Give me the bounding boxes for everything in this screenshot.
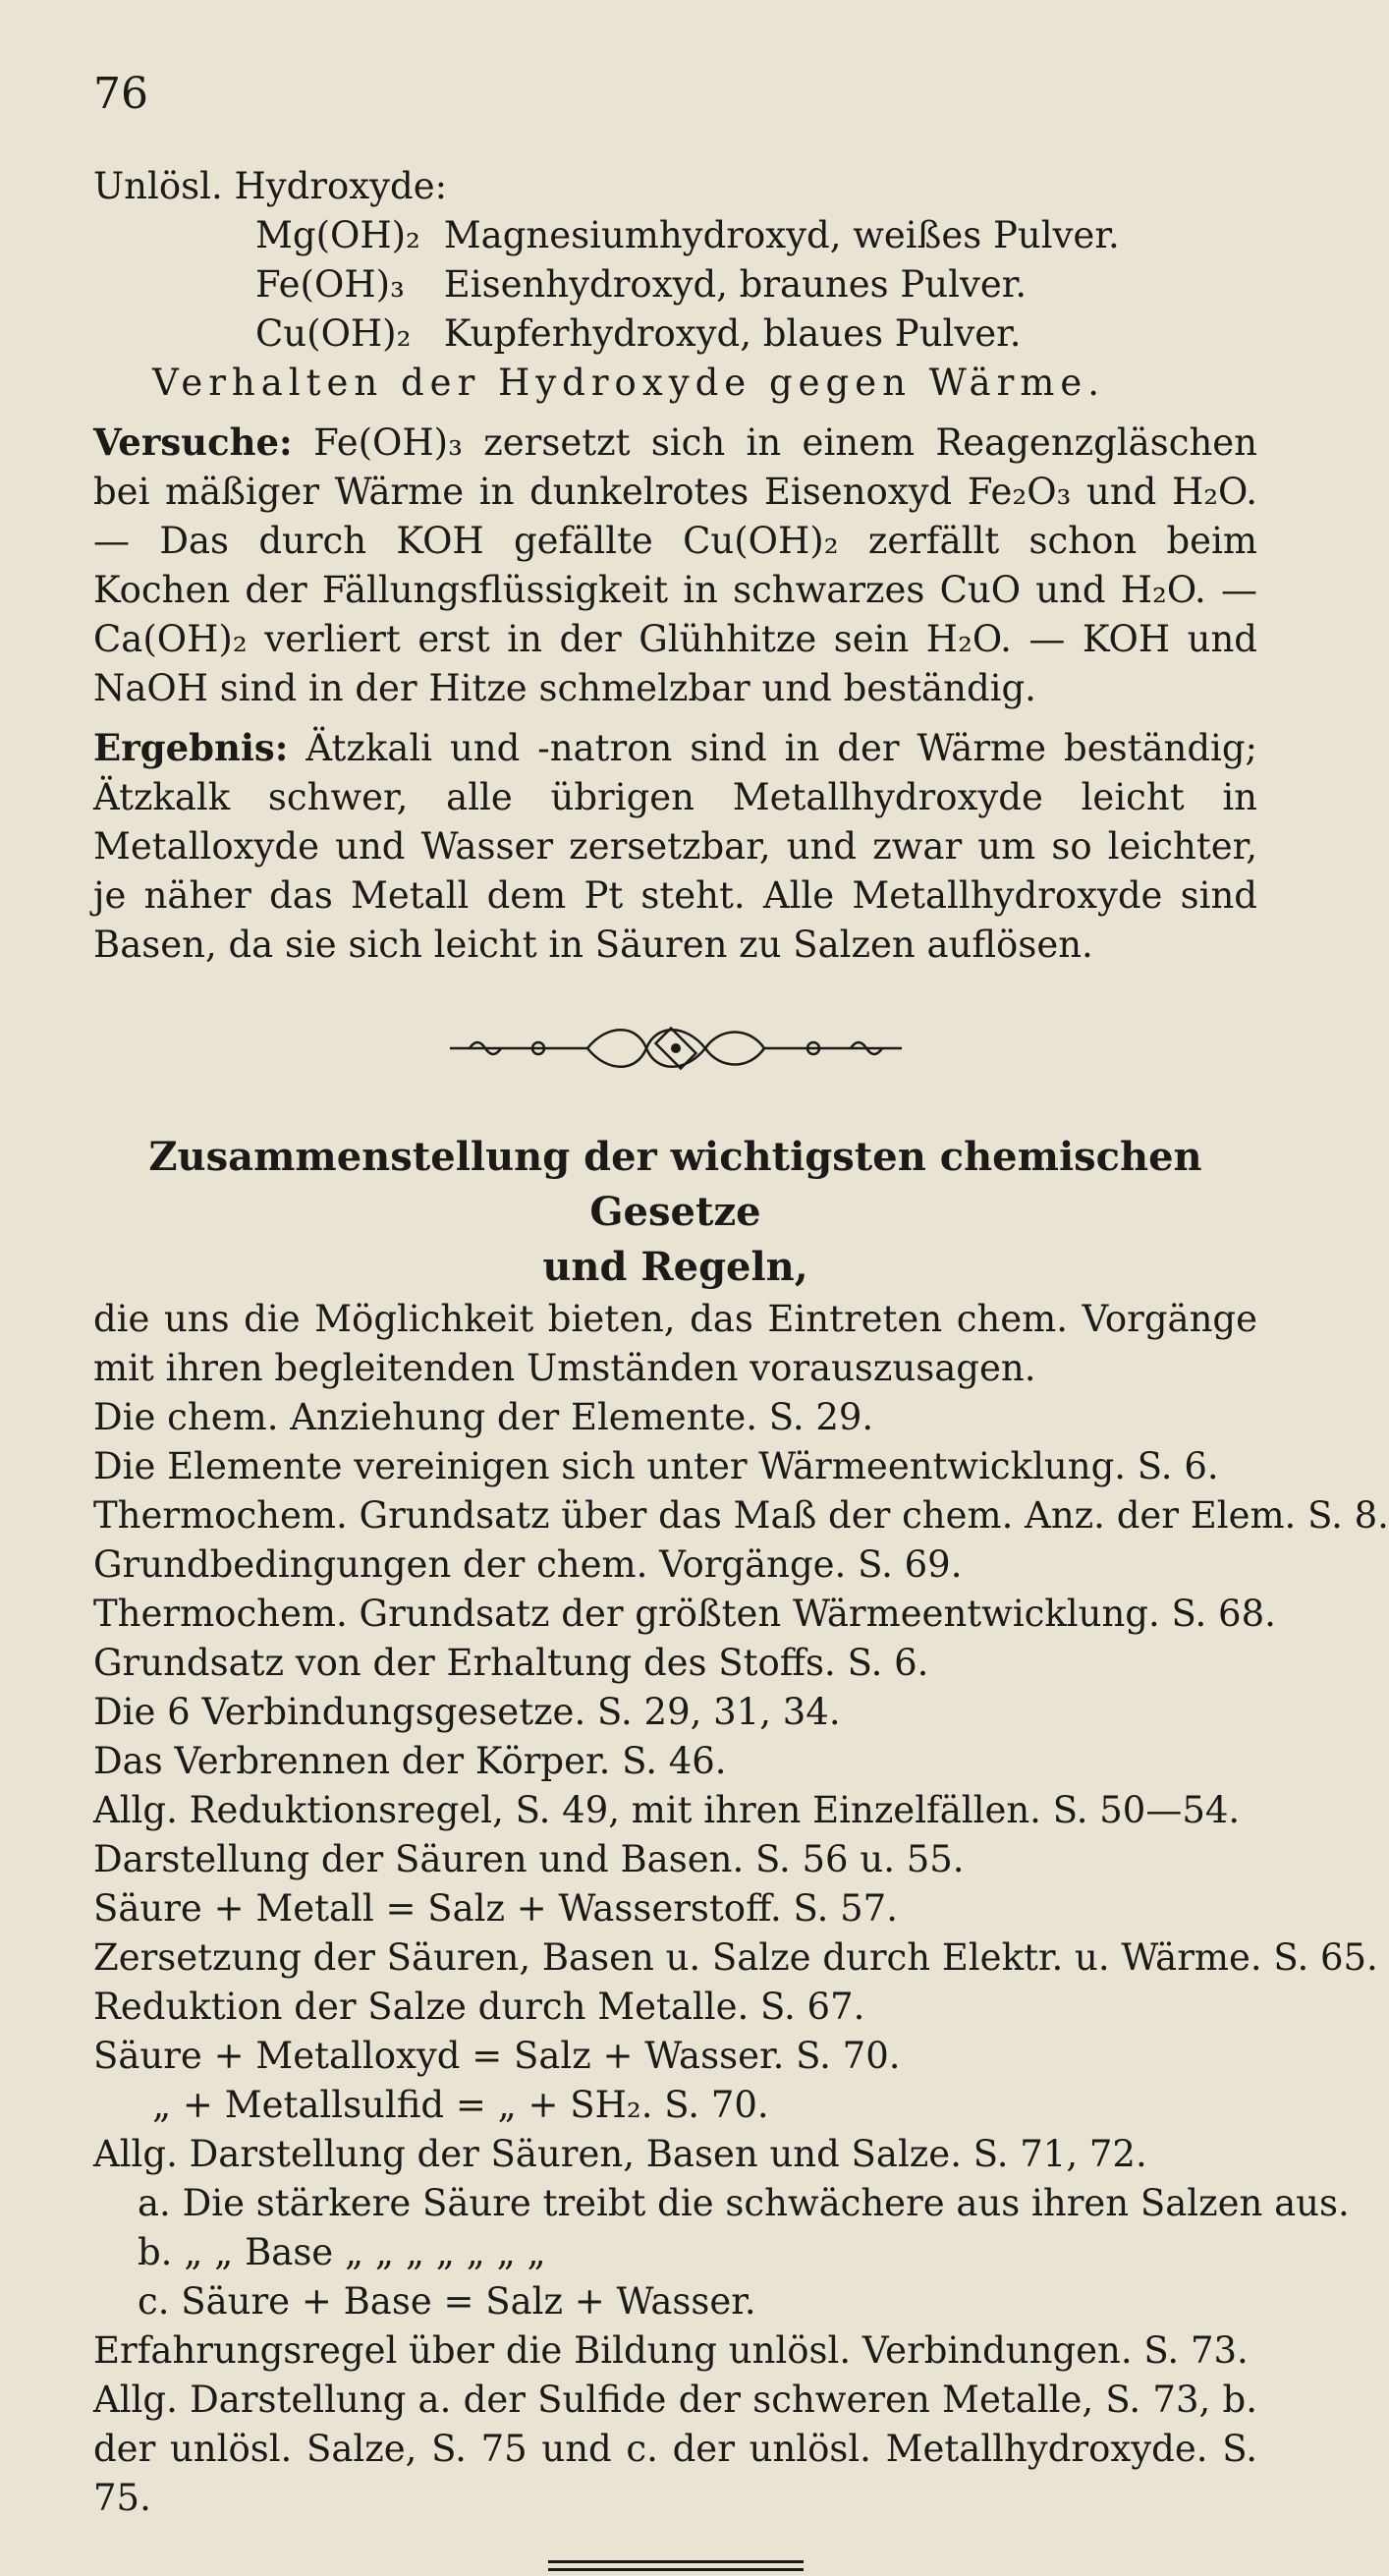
hydroxide-item (93, 211, 1257, 260)
ergebnis-text: Ätzkali und -natron sind in der Wärme beständig; Ätzkalk schwer, alle übrigen Metallhydroxyde leicht in Metalloxyde und Wasser zersetzbar, und zwar um so leichter, je näher das Metall dem Pt steht. Alle Metallhydroxyde sind Basen, da sie sich leicht in Säuren zu Salzen auflösen. (93, 727, 1258, 966)
closing-double-rule (548, 2560, 804, 2571)
summary-line: Die chem. Anziehung der Elemente. S. 29. (93, 1396, 874, 1438)
summary-intro: die uns die Möglichkeit bieten, das Eintreten chem. Vorgänge mit ihren begleitenden Umständen vorauszusagen. (93, 1298, 1257, 1389)
hydroxide-description: Eisenhydroxyd, braunes Pulver. (443, 263, 1028, 306)
hydroxide-formula: Cu(OH)₂ (255, 312, 412, 355)
summary-line: Zersetzung der Säuren, Basen u. Salze durch Elektr. u. Wärme. S. 65. (93, 1936, 1378, 1979)
versuche-text: Fe(OH)₃ zersetzt sich in einem Reagenzgläschen bei mäßiger Wärme in dunkelrotes Eisenoxyd Fe₂O₃ und H₂O. — Das durch KOH gefällte Cu(OH)₂ zerfällt schon beim Kochen der Fällungsflüssigkeit in schwarzes CuO und H₂O. — Ca(OH)₂ verliert erst in der Glühhitze sein H₂O. — KOH und NaOH sind in der Hitze schmelzbar und beständig. (93, 421, 1257, 709)
summary-heading (93, 1130, 1257, 1295)
summary-line: a. Die stärkere Säure treibt die schwächere aus ihren Salzen aus. (138, 2182, 1350, 2224)
hydroxide-description: Magnesiumhydroxyd, weißes Pulver. (443, 214, 1120, 256)
summary-line: Thermochem. Grundsatz über das Maß der chem. Anz. der Elem. S. 8. (93, 1494, 1389, 1537)
summary-line: „ + Metallsulfid = „ + SH₂. S. 70. (152, 2084, 769, 2126)
versuche-label: Versuche: (93, 420, 293, 464)
hydroxide-description: Kupferhydroxyd, blaues Pulver. (443, 312, 1022, 355)
summary-line: Das Verbrennen der Körper. S. 46. (93, 1740, 727, 1782)
hydroxide-item (93, 309, 1257, 359)
summary-line: c. Säure + Base = Salz + Wasser. (138, 2280, 756, 2323)
summary-heading-line2: und Regeln, (542, 1244, 808, 1290)
summary-line: Reduktion der Salze durch Metalle. S. 67. (93, 1986, 865, 2028)
summary-line: Allg. Darstellung a. der Sulfide der schweren Metalle, S. 73, b. der unlösl. Salze, S. 75 und c. der unlösl. Metallhydroxyde. S. 75. (93, 2379, 1257, 2519)
summary-heading-line1: Zusammenstellung der wichtigsten chemischen Gesetze (148, 1134, 1202, 1235)
summary-line: Die Elemente vereinigen sich unter Wärmeentwicklung. S. 6. (93, 1445, 1219, 1487)
ornament-divider (93, 1024, 1257, 1086)
ergebnis-label: Ergebnis: (93, 726, 289, 769)
summary-line: Darstellung der Säuren und Basen. S. 56 u. 55. (93, 1838, 965, 1880)
hydroxide-item (93, 260, 1257, 309)
ornament-icon (440, 1024, 912, 1073)
hydroxide-formula: Fe(OH)₃ (255, 263, 405, 306)
summary-line: Erfahrungsregel über die Bildung unlösl. Verbindungen. S. 73. (93, 2329, 1249, 2372)
page-body (93, 162, 1389, 2576)
hydroxide-header: Unlösl. Hydroxyde: (93, 165, 448, 207)
summary-line: b. „ „ Base „ „ „ „ „ „ „ (138, 2231, 546, 2273)
summary-line: Allg. Reduktionsregel, S. 49, mit ihren Einzelfällen. S. 50—54. (93, 1789, 1241, 1831)
page-number: 76 (93, 69, 148, 119)
versuche-paragraph (93, 418, 1257, 713)
ergebnis-paragraph (93, 723, 1257, 970)
summary-line: Säure + Metalloxyd = Salz + Wasser. S. 70. (93, 2035, 901, 2077)
hydroxide-formula: Mg(OH)₂ (255, 214, 420, 256)
summary-line: Die 6 Verbindungsgesetze. S. 29, 31, 34. (93, 1691, 841, 1733)
hydroxide-subheading: Verhalten der Hydroxyde gegen Wärme. (152, 362, 1106, 404)
summary-line: Grundbedingungen der chem. Vorgänge. S. 69. (93, 1543, 963, 1586)
summary-line: Allg. Darstellung der Säuren, Basen und Salze. S. 71, 72. (93, 2133, 1147, 2175)
summary-line: Grundsatz von der Erhaltung des Stoffs. S. 6. (93, 1642, 929, 1684)
summary-line: Säure + Metall = Salz + Wasserstoff. S. 57. (93, 1887, 898, 1930)
summary-line: Thermochem. Grundsatz der größten Wärmeentwicklung. S. 68. (93, 1593, 1276, 1635)
